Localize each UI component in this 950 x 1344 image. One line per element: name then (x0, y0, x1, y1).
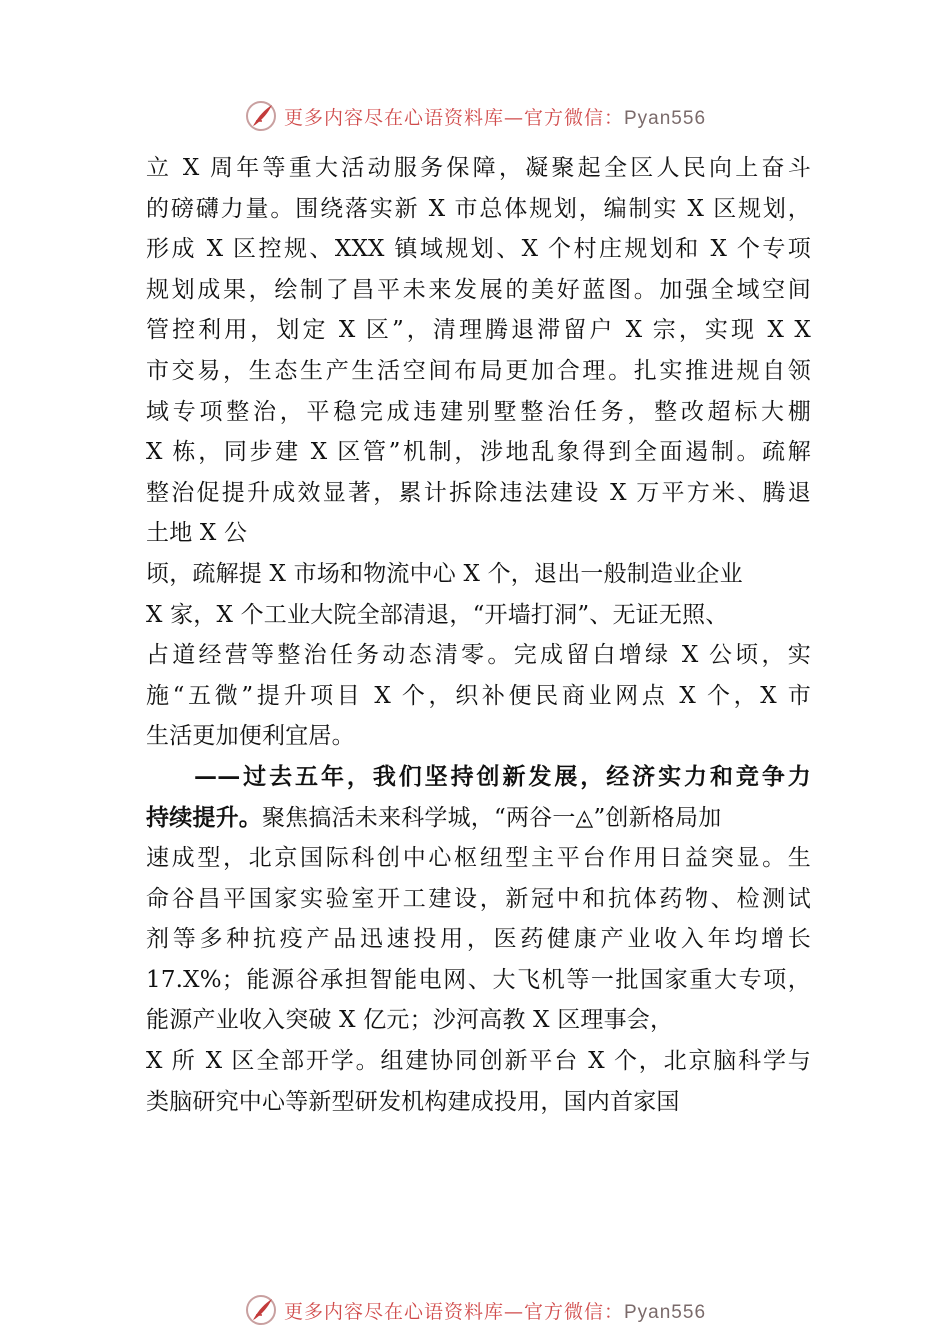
text-line (146, 554, 811, 595)
header-watermark (0, 96, 950, 136)
text-line (146, 919, 811, 960)
text-line (146, 1000, 811, 1041)
text-line-content: 的磅礴力量。围绕落实新 X 市总体规划，编制实 X 区规划， (146, 195, 811, 222)
text-line-content: 顷，疏解提 X 市场和物流中心 X 个，退出一般制造业企业 (146, 560, 743, 587)
text-line-content: X 家，X 个工业大院全部清退，“开墙打洞”、无证无照、 (146, 601, 729, 628)
text-line-content: 生活更加便利宜居。 (146, 723, 355, 750)
text-line-content: 17.X%；能源谷承担智能电网、大飞机等一批国家重大专项， (146, 966, 811, 993)
text-line-content: ——过去五年，我们坚持创新发展，经济实力和竞争力 (194, 762, 811, 790)
text-line-content: X 栋，同步建 X 区管”机制，涉地乱象得到全面遏制。疏解 (146, 439, 811, 466)
text-line-continuation: 聚焦搞活未来科学城，“两谷一◬”创新格局加 (262, 804, 722, 831)
text-line (146, 148, 811, 189)
text-line-content: 土地 X 公 (146, 520, 248, 547)
text-line (146, 310, 811, 351)
text-line (146, 635, 811, 676)
text-line-content: 规划成果，绘制了昌平未来发展的美好蓝图。加强全域空间 (146, 276, 811, 303)
text-line (146, 432, 811, 473)
quill-logo-icon (244, 99, 278, 133)
text-line (146, 392, 811, 433)
text-line (146, 676, 811, 717)
text-line-content: 速成型，北京国际科创中心枢纽型主平台作用日益突显。生 (146, 845, 811, 872)
quill-logo-icon (244, 1293, 278, 1327)
text-line (146, 716, 811, 757)
text-line (146, 838, 811, 879)
watermark-text: 更多内容尽在心语资料库—官方微信：Pyan556 (283, 1300, 707, 1323)
text-line (146, 189, 811, 230)
text-line-content: 占道经营等整治任务动态清零。完成留白增绿 X 公顷，实 (146, 642, 811, 669)
text-line (146, 960, 811, 1001)
text-line-content: 管控利用，划定 X 区”，清理腾退滞留户 X 宗，实现 X X (146, 317, 811, 344)
text-line (146, 473, 811, 514)
document-body (146, 148, 811, 1122)
text-line-content: 类脑研究中心等新型研发机构建成投用，国内首家国 (146, 1088, 680, 1115)
text-line (146, 798, 811, 839)
text-line-content: 施“五微”提升项目 X 个，织补便民商业网点 X 个，X 市 (146, 682, 811, 709)
text-line-content: 持续提升。 (146, 803, 262, 831)
text-line-content: 剂等多种抗疫产品迅速投用，医药健康产业收入年均增长 (146, 926, 811, 953)
text-line (146, 351, 811, 392)
text-line (146, 270, 811, 311)
text-line (146, 879, 811, 920)
text-line (146, 1082, 811, 1123)
text-line-content: 整治促提升成效显著，累计拆除违法建设 X 万平方米、腾退 (146, 479, 811, 506)
text-line-content: 能源产业收入突破 X 亿元；沙河高教 X 区理事会， (146, 1007, 674, 1034)
text-line (146, 513, 811, 554)
text-line (146, 1041, 811, 1082)
text-line-content: 立 X 周年等重大活动服务保障，凝聚起全区人民向上奋斗 (146, 155, 811, 181)
text-line-content: 命谷昌平国家实验室开工建设，新冠中和抗体药物、检测试 (146, 885, 811, 912)
text-line-content: X 所 X 区全部开学。组建协同创新平台 X 个，北京脑科学与 (146, 1048, 811, 1075)
watermark-text: 更多内容尽在心语资料库—官方微信：Pyan556 (283, 106, 707, 129)
text-line-content: 域专项整治，平稳完成违建别墅整治任务，整改超标大棚 (146, 398, 811, 425)
text-line (146, 229, 811, 270)
text-line-content: 市交易，生态生产生活空间布局更加合理。扎实推进规自领 (146, 357, 811, 384)
text-line (146, 595, 811, 636)
footer-watermark (0, 1290, 950, 1330)
text-line (146, 757, 811, 798)
text-line-content: 形成 X 区控规、XXX 镇域规划、X 个村庄规划和 X 个专项 (146, 236, 811, 263)
